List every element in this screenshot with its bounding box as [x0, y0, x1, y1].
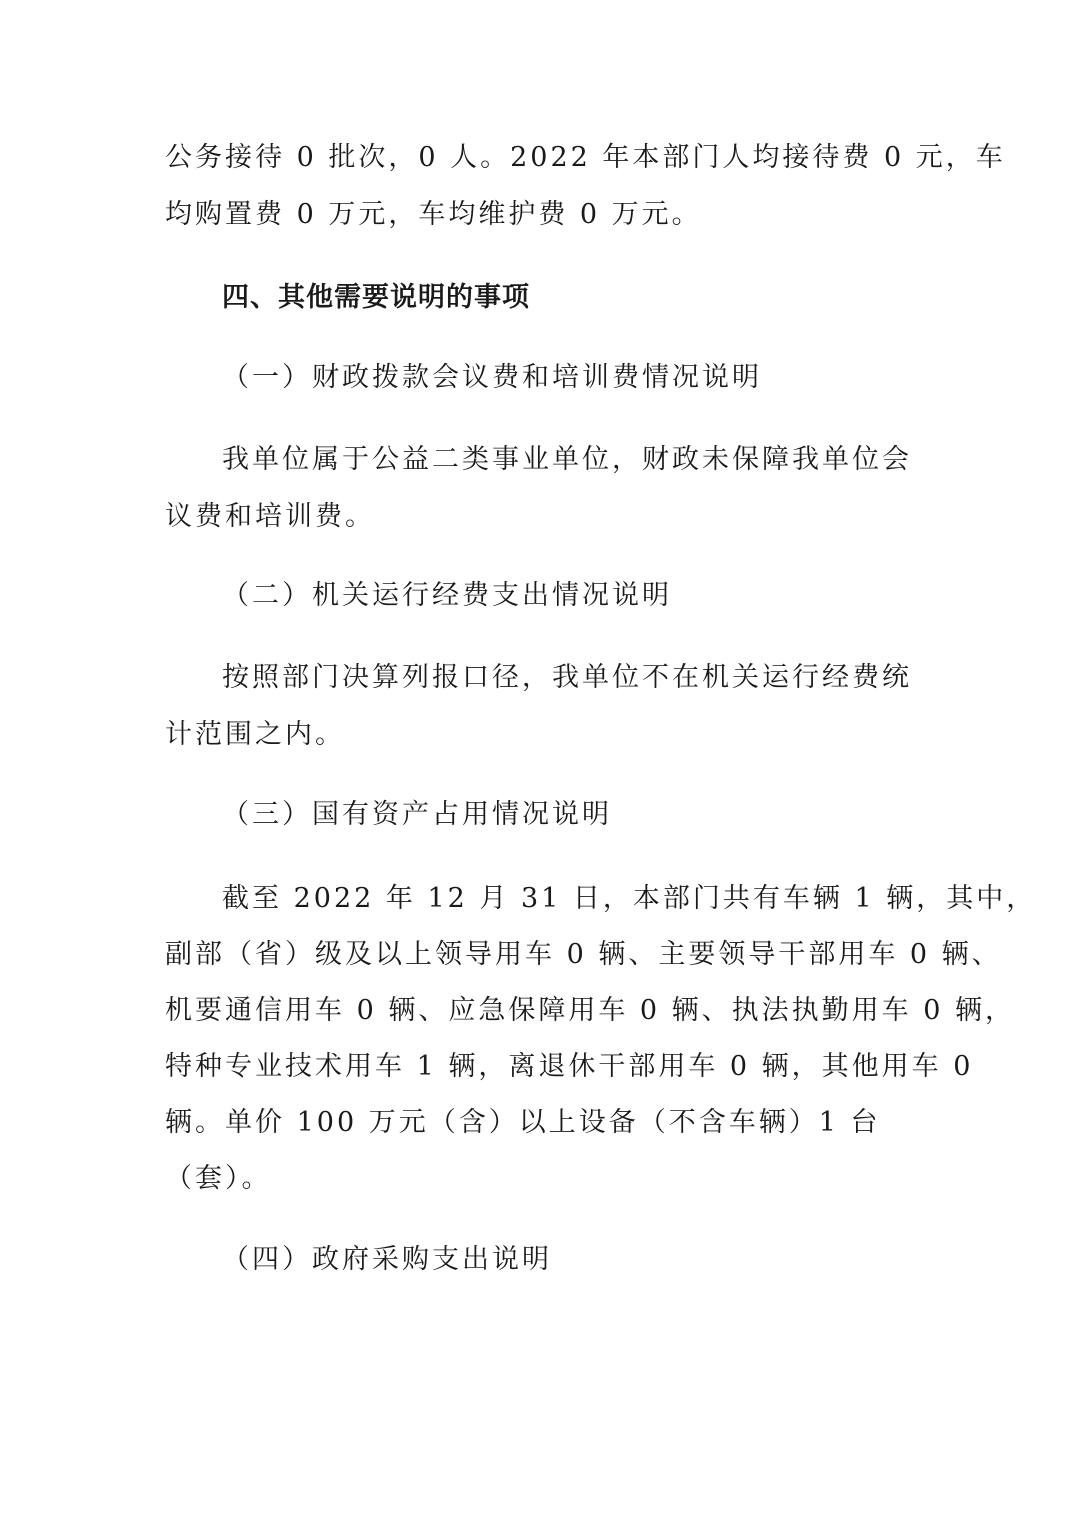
section-heading: 四、其他需要说明的事项 — [222, 282, 530, 313]
paragraph-line: （套）。 — [165, 1163, 272, 1194]
paragraph-line: 特种专业技术用车 1 辆，离退休干部用车 0 辆，其他用车 0 — [165, 1051, 974, 1082]
subsection-heading: （四）政府采购支出说明 — [222, 1244, 552, 1275]
paragraph-line: 副部（省）级及以上领导用车 0 辆、主要领导干部用车 0 辆、 — [165, 939, 1002, 970]
paragraph-line: 我单位属于公益二类事业单位，财政未保障我单位会 — [222, 444, 912, 475]
paragraph-line: 议费和培训费。 — [165, 501, 375, 532]
paragraph-line: 辆。单价 100 万元（含）以上设备（不含车辆）1 台 — [165, 1107, 881, 1138]
subsection-heading: （二）机关运行经费支出情况说明 — [222, 580, 672, 611]
paragraph-line: 公务接待 0 批次，0 人。2022 年本部门人均接待费 0 元，车 — [165, 142, 1006, 173]
subsection-heading: （一）财政拨款会议费和培训费情况说明 — [222, 362, 762, 393]
subsection-heading: （三）国有资产占用情况说明 — [222, 799, 612, 830]
paragraph-line: 截至 2022 年 12 月 31 日，本部门共有车辆 1 辆，其中， — [222, 883, 1037, 914]
paragraph-line: 均购置费 0 万元，车均维护费 0 万元。 — [165, 199, 702, 230]
paragraph-line: 计范围之内。 — [165, 719, 345, 750]
paragraph-line: 机要通信用车 0 辆、应急保障用车 0 辆、执法执勤用车 0 辆， — [165, 995, 1016, 1026]
paragraph-line: 按照部门决算列报口径，我单位不在机关运行经费统 — [222, 662, 912, 693]
